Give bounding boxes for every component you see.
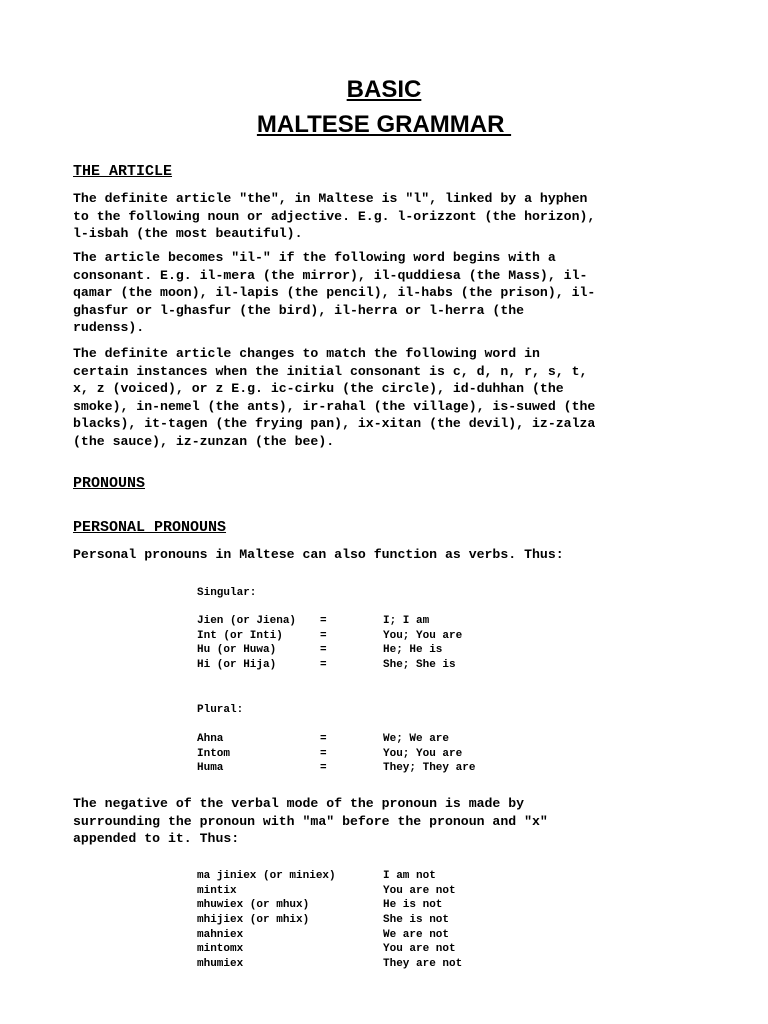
equals-sign: = (320, 762, 327, 775)
equals-sign: = (320, 615, 327, 627)
pronoun-row (197, 614, 557, 629)
pronoun-row (197, 747, 557, 762)
paragraph-line: smoke), in-nemel (the ants), ir-rahal (the village), is-suwed (the (73, 398, 596, 414)
paragraph-line: to the following noun or adjective. E.g. l-orizzont (the horizon), (73, 208, 596, 224)
paragraph-line: The definite article "the", in Maltese is "l", linked by a hyphen (73, 191, 588, 206)
pronoun-row (197, 732, 557, 747)
paragraph-line: rudenss). (73, 320, 145, 335)
paragraph-line: appended to it. Thus: (73, 831, 240, 846)
pronoun-form: Jien (or Jiena) (197, 615, 297, 627)
equals-sign: = (320, 644, 327, 657)
negative-meaning: I am not (383, 870, 436, 882)
pronoun-meaning: I; I am (383, 615, 430, 627)
article-paragraph-3 (73, 345, 723, 450)
paragraph-line: consonant. E.g. il-mera (the mirror), il-quddiesa (the Mass), il- (73, 267, 588, 283)
pronoun-meaning: We; We are (383, 733, 450, 745)
pronoun-form: Huma (197, 762, 224, 775)
pronouns-intro (73, 546, 723, 564)
singular-label: Singular: (197, 587, 257, 599)
pronoun-meaning: You; You are (383, 747, 463, 760)
document-title-line-2: MALTESE GRAMMAR (256, 111, 512, 138)
paragraph-line: surrounding the pronoun with "ma" before the pronoun and "x" (73, 813, 548, 829)
pronoun-form: Hu (or Huwa) (197, 644, 277, 657)
negative-form-paragraph (73, 795, 723, 848)
pronoun-row (197, 658, 557, 673)
paragraph-line: x, z (voiced), or z E.g. ic-cirku (the circle), id-duhhan (the (73, 381, 564, 396)
negative-row (197, 898, 557, 913)
pronoun-row (197, 629, 557, 644)
equals-sign: = (320, 747, 327, 760)
negative-pronoun-table (197, 869, 557, 972)
plural-pronoun-table (197, 732, 557, 776)
negative-form: mhuwiex (or mhux) (197, 899, 310, 912)
paragraph-line: blacks), it-tagen (the frying pan), ix-xitan (the devil), iz-zalza (73, 416, 596, 431)
negative-meaning: They are not (383, 958, 463, 971)
document-title-line-1: BASIC (346, 76, 422, 103)
negative-form: mintomx (197, 943, 244, 956)
negative-meaning: We are not (383, 928, 450, 941)
negative-form: ma jiniex (or miniex) (197, 870, 336, 882)
pronoun-meaning: You; You are (383, 629, 463, 642)
equals-sign: = (320, 629, 327, 642)
pronoun-meaning: He; He is (383, 644, 443, 657)
paragraph-line: certain instances when the initial consonant is c, d, n, r, s, t, (73, 363, 588, 379)
paragraph-line: The article becomes "il-" if the following word begins with a (73, 250, 556, 265)
negative-meaning: She is not (383, 914, 450, 927)
section-heading-personal-pronouns: PERSONAL PRONOUNS (73, 519, 227, 536)
pronoun-form: Int (or Inti) (197, 629, 283, 642)
pronoun-meaning: She; She is (383, 659, 456, 672)
negative-form: mintix (197, 884, 237, 897)
pronoun-form: Intom (197, 747, 231, 760)
paragraph-line: Personal pronouns in Maltese can also function as verbs. Thus: (73, 547, 564, 562)
negative-meaning: He is not (383, 899, 443, 912)
paragraph-line: The negative of the verbal mode of the pronoun is made by (73, 796, 525, 811)
pronoun-meaning: They; They are (383, 762, 476, 775)
negative-row (197, 913, 557, 928)
negative-row (197, 942, 557, 957)
negative-meaning: You are not (383, 943, 456, 956)
paragraph-line: qamar (the moon), il-lapis (the pencil), il-habs (the prison), il- (73, 285, 596, 300)
pronoun-row (197, 761, 557, 776)
pronoun-row (197, 643, 557, 658)
paragraph-line: The definite article changes to match the following word in (73, 346, 540, 361)
pronoun-form: Ahna (197, 733, 224, 745)
negative-row (197, 884, 557, 899)
negative-row (197, 869, 557, 884)
singular-pronoun-table (197, 614, 557, 673)
equals-sign: = (320, 659, 327, 672)
article-paragraph-2 (73, 249, 723, 337)
negative-form: mhumiex (197, 958, 244, 971)
paragraph-line: l-isbah (the most beautiful). (73, 226, 303, 241)
article-paragraph-1 (73, 190, 723, 243)
paragraph-line: ghasfur or l-ghasfur (the bird), il-herra or l-herra (the (73, 302, 525, 318)
negative-row (197, 928, 557, 943)
negative-form: mhijiex (or mhix) (197, 914, 310, 927)
pronoun-form: Hi (or Hija) (197, 659, 277, 672)
plural-label: Plural: (197, 704, 244, 716)
equals-sign: = (320, 733, 327, 745)
section-heading-article: THE ARTICLE (73, 163, 173, 180)
negative-meaning: You are not (383, 884, 456, 897)
negative-row (197, 957, 557, 972)
section-heading-pronouns: PRONOUNS (73, 475, 146, 492)
paragraph-line: (the sauce), iz-zunzan (the bee). (73, 433, 335, 449)
negative-form: mahniex (197, 928, 244, 941)
